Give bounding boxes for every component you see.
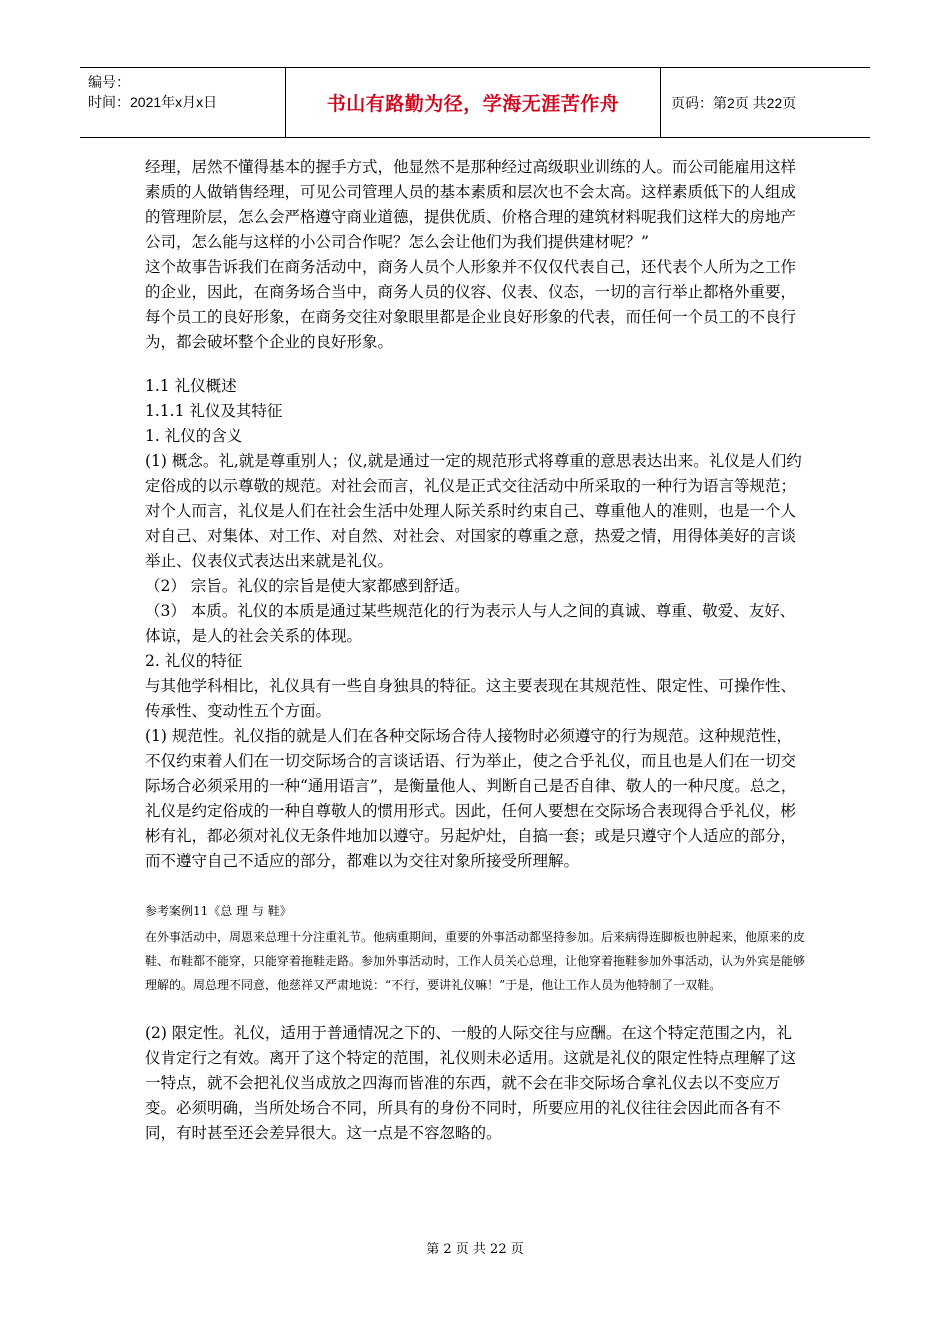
- document-body: [145, 155, 805, 1146]
- body-paragraph: (2) 限定性。礼仪，适用于普通情况之下的、一般的人际交往与应酬。在这个特定范围之内，礼仪肯定行之有效。离开了这个特定的范围，礼仪则未必适用。这就是礼仪的限定性特点理解了这一特点，就不会把礼仪当成放之四海而皆准的东西，就不会在非交际场合拿礼仪去以不变应万变。必须明确，当所处场合不同，所具有的身份不同时，所要应用的礼仪往往会因此而各有不同，有时甚至还会差异很大。这一点是不容忽略的。: [145, 1024, 797, 1142]
- header-motto: 书山有路勤为径，学海无涯苦作舟: [326, 93, 620, 115]
- case-study: [145, 901, 805, 997]
- page-header: [80, 67, 870, 138]
- item-heading: 2. 礼仪的特征: [145, 652, 243, 670]
- subsection-heading: 1.1.1 礼仪及其特征: [145, 402, 283, 420]
- spacer: [145, 997, 805, 1021]
- case-study-title: 参考案例11《总 理 与 鞋》: [145, 904, 292, 918]
- body-paragraph: （3） 本质。礼仪的本质是通过某些规范化的行为表示人与人之间的真诚、尊重、敬爱、友好、体谅，是人的社会关系的体现。: [145, 602, 796, 645]
- body-paragraph: (1) 规范性。礼仪指的就是人们在各种交际场合待人接物时必须遵守的行为规范。这种规范性，不仅约束着人们在一切交际场合的言谈话语、行为举止，使之合乎礼仪，而且也是人们在一切交际场合必须采用的一种“通用语言”，是衡量他人、判断自己是否自律、敬人的一种尺度。总之，礼仪是约定俗成的一种自尊敬人的惯用形式。因此，任何人要想在交际场合表现得合乎礼仪，彬彬有礼，都必须对礼仪无条件地加以遵守。另起炉灶，自搞一套；或是只遵守个人适应的部分，而不遵守自己不适应的部分，都难以为交往对象所接受所理解。: [145, 727, 797, 870]
- body-paragraph: 与其他学科相比，礼仪具有一些自身独具的特征。这主要表现在其规范性、限定性、可操作性、传承性、变动性五个方面。: [145, 677, 797, 720]
- body-paragraph: (1) 概念。礼,就是尊重别人；仪,就是通过一定的规范形式将尊重的意思表达出来。礼仪是人们约定俗成的以示尊敬的规范。对社会而言，礼仪是正式交往活动中所采取的一种行为语言等规范；对个人而言，礼仪是人们在社会生活中处理人际关系时约束自己、尊重他人的准则，也是一个人对自己、对集体、对工作、对自然、对社会、对国家的尊重之意，热爱之情，用得体美好的言谈举止、仪表仪式表达出来就是礼仪。: [145, 452, 802, 570]
- body-paragraph: 这个故事告诉我们在商务活动中，商务人员个人形象并不仅仅代表自己，还代表个人所为之工作的企业，因此，在商务场合当中，商务人员的仪容、仪表、仪态，一切的言行举止都格外重要，每个员工的良好形象，在商务交往对象眼里都是企业良好形象的代表，而任何一个员工的不良行为，都会破坏整个企业的良好形象。: [145, 258, 797, 351]
- header-page-cell: [661, 68, 870, 137]
- case-study-text: 在外事活动中，周恩来总理十分注重礼节。他病重期间，重要的外事活动都坚持参加。后来病得连脚板也肿起来，他原来的皮鞋、布鞋都不能穿，只能穿着拖鞋走路。参加外事活动时，工作人员关心总理，让他穿着拖鞋参加外事活动，认为外宾是能够理解的。周总理不同意，他慈祥又严肃地说：“不行，要讲礼仪嘛！”于是，他让工作人员为他特制了一双鞋。: [145, 930, 806, 992]
- header-motto-cell: [286, 68, 661, 137]
- header-info-cell: [80, 68, 286, 137]
- document-time-label: 时间：2021年x月x日: [88, 94, 218, 110]
- body-paragraph: （2） 宗旨。礼仪的宗旨是使大家都感到舒适。: [145, 577, 470, 595]
- spacer: [145, 874, 805, 898]
- header-page-code: 页码：第2页 共22页: [671, 94, 797, 111]
- spacer: [145, 355, 805, 374]
- section-heading: 1.1 礼仪概述: [145, 377, 237, 395]
- page-footer: 第 2 页 共 22 页: [426, 1242, 524, 1257]
- document-number-label: 编号：: [88, 74, 130, 90]
- body-paragraph: 经理，居然不懂得基本的握手方式，他显然不是那种经过高级职业训练的人。而公司能雇用这样素质的人做销售经理，可见公司管理人员的基本素质和层次也不会太高。这样素质低下的人组成的管理阶层，怎么会严格遵守商业道德，提供优质、价格合理的建筑材料呢我们这样大的房地产公司，怎么能与这样的小公司合作呢？怎么会让他们为我们提供建材呢？”: [145, 158, 797, 251]
- item-heading: 1. 礼仪的含义: [145, 427, 243, 445]
